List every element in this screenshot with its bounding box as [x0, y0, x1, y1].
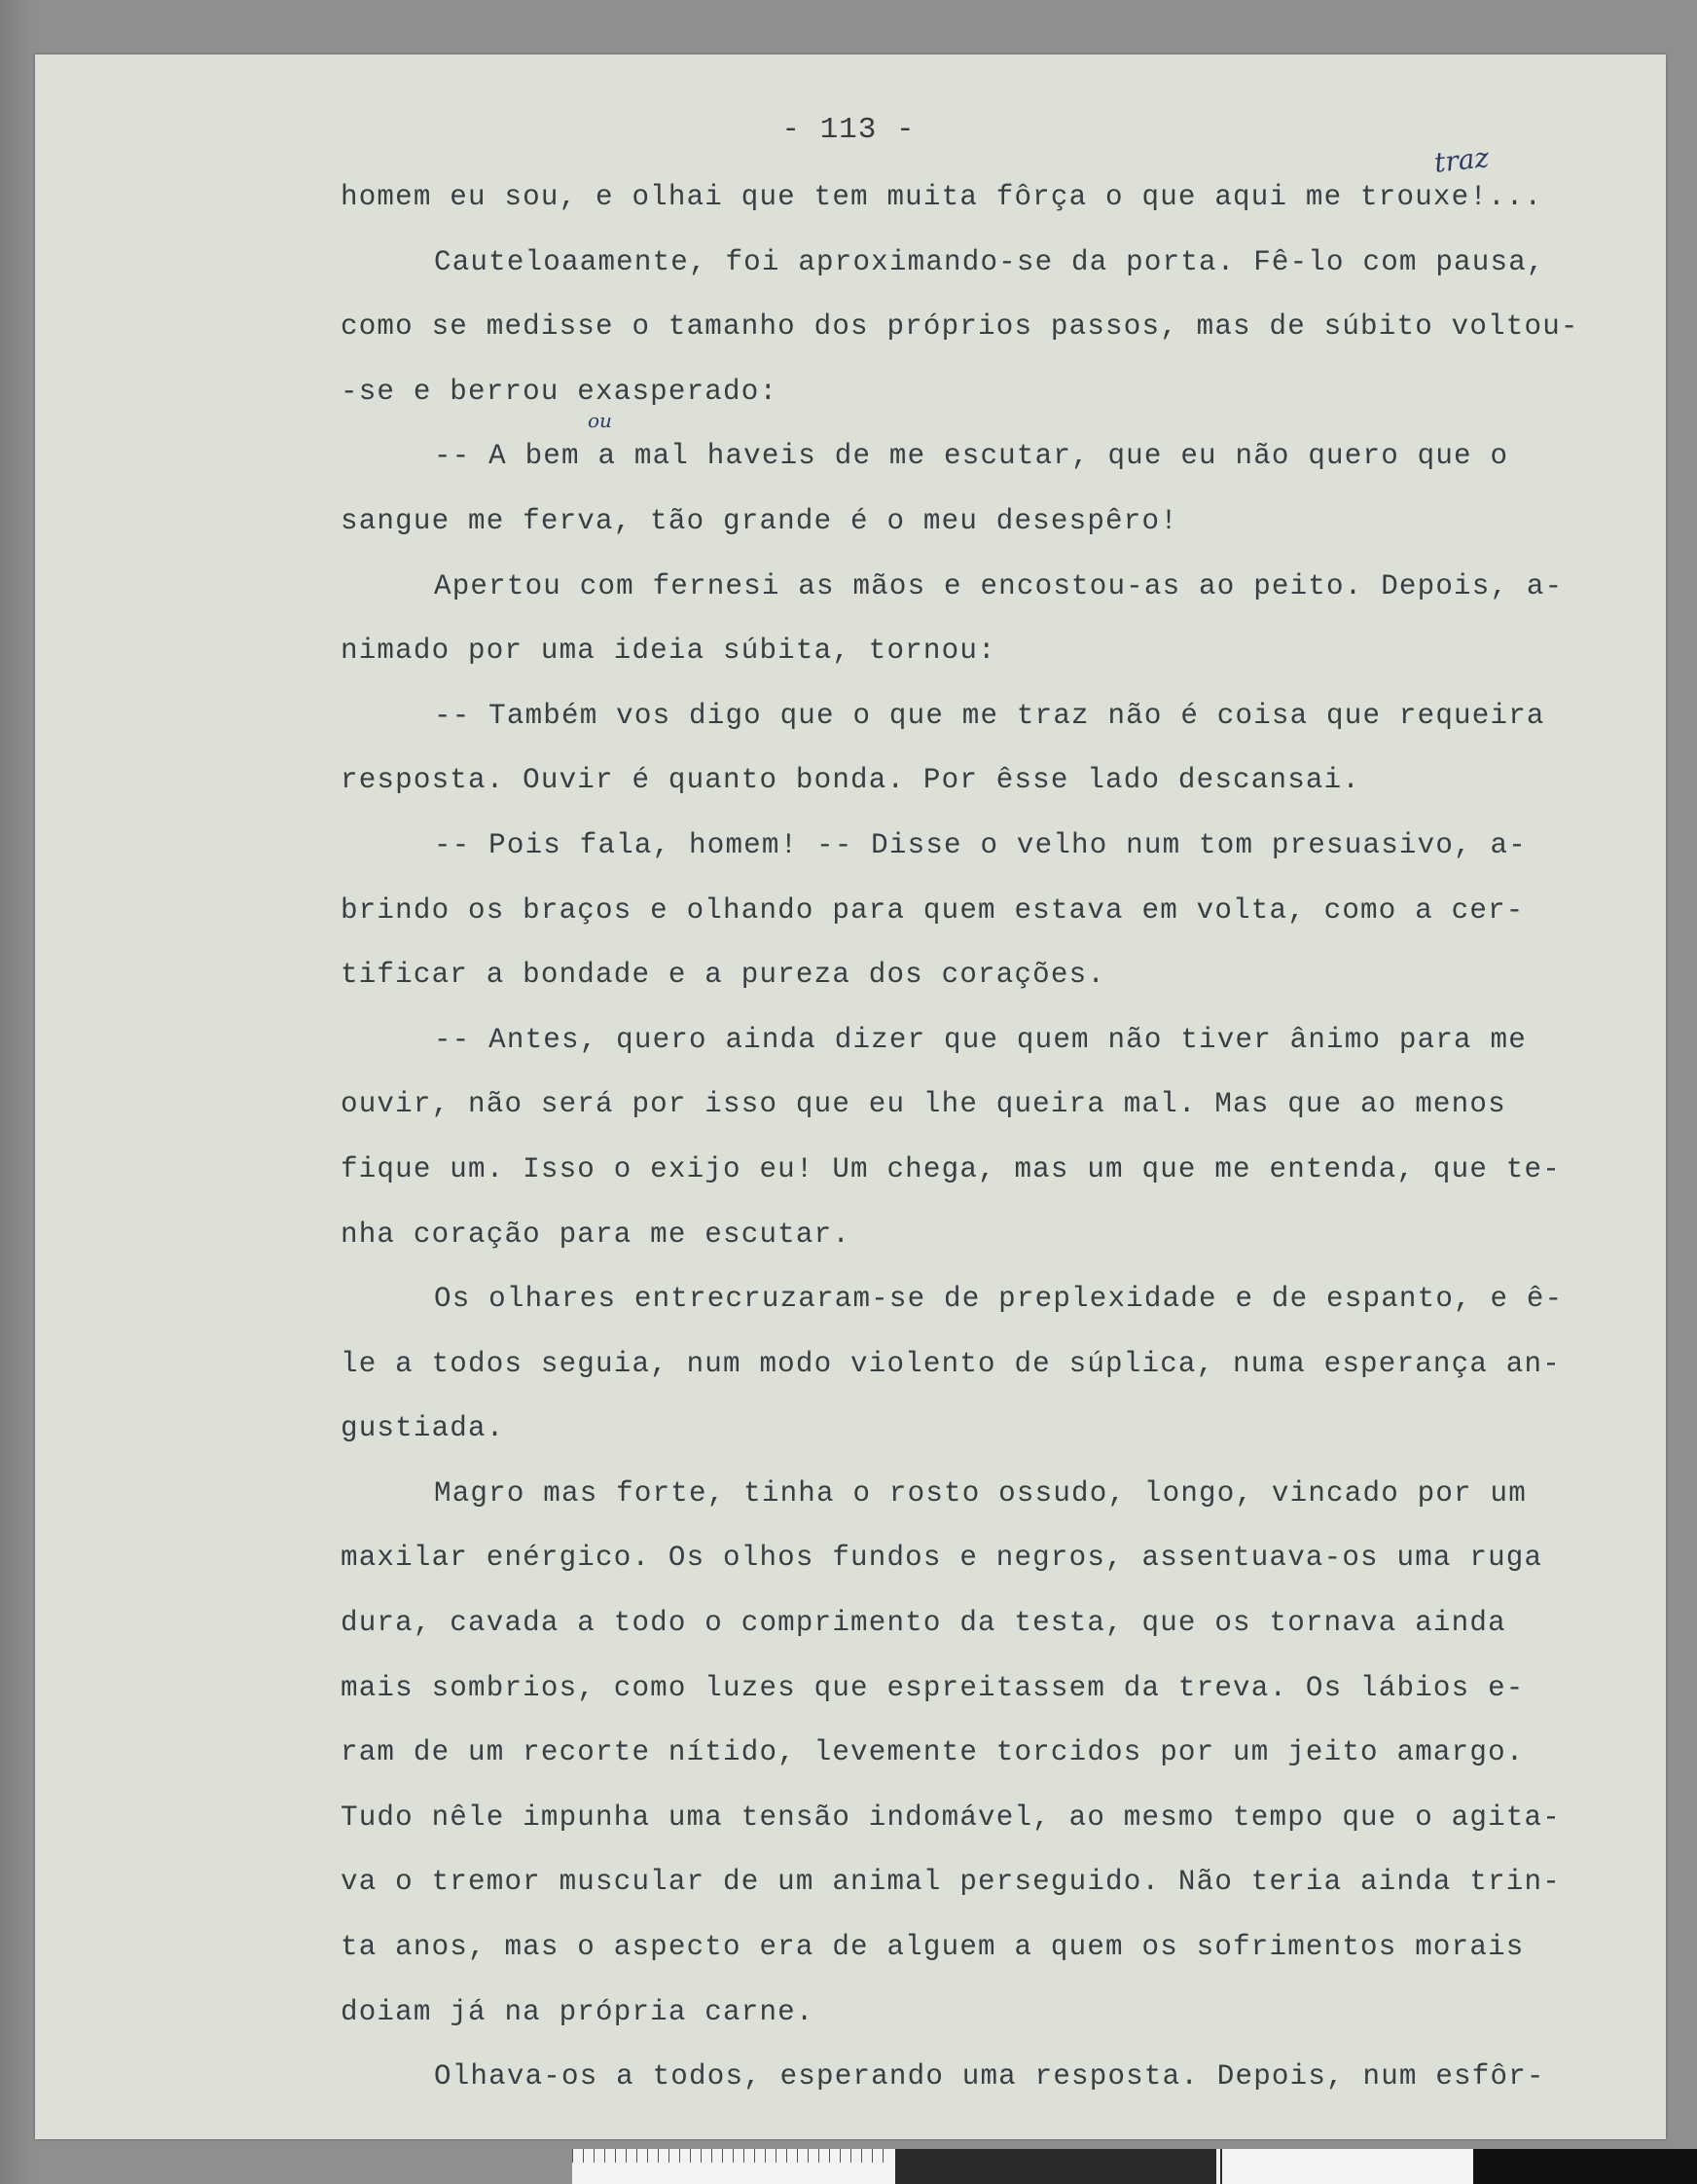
text-line: mais sombrios, como luzes que espreitassem da treva. Os lábios e- — [341, 1671, 1525, 1704]
text-line: nimado por uma ideia súbita, tornou: — [341, 635, 996, 668]
text-line: Cauteloaamente, foi aproximando-se da porta. Fê-lo com pausa, — [434, 245, 1545, 278]
text-line: ouvir, não será por isso que eu lhe queira mal. Mas que ao menos — [341, 1088, 1506, 1121]
scan-color-ruler — [572, 2149, 1697, 2184]
text-line: -- A bem a mal haveis de me escutar, que eu não quero que o — [434, 440, 1509, 473]
text-line: tificar a bondade e a pureza dos corações. — [341, 959, 1106, 992]
text-line: -- Pois fala, homem! -- Disse o velho num tom presuasivo, a- — [434, 828, 1527, 861]
text-line: maxilar enérgico. Os olhos fundos e negros, assentuava-os uma ruga — [341, 1542, 1543, 1575]
text-line: doiam já na própria carne. — [341, 1995, 814, 2028]
text-line: brindo os braços e olhando para quem estava em volta, como a cer- — [341, 893, 1525, 927]
page-number: - 113 - — [781, 113, 916, 147]
text-line: nha coração para me escutar. — [341, 1218, 851, 1251]
text-line: Olhava-os a todos, esperando uma resposta. Depois, num esfôr- — [434, 2060, 1545, 2093]
text-line: -- Antes, quero ainda dizer que quem não tiver ânimo para me — [434, 1023, 1527, 1056]
text-line: Magro mas forte, tinha o rosto ossudo, longo, vincado por um — [434, 1476, 1527, 1510]
text-line: ram de um recorte nítido, levemente torcidos por um jeito amargo. — [341, 1736, 1525, 1769]
ruler-light-block — [1222, 2149, 1473, 2184]
handwritten-correction-traz: traz — [1432, 141, 1491, 179]
text-line: Tudo nêle impunha uma tensão indomável, ao mesmo tempo que o agita- — [341, 1801, 1561, 1834]
ruler-dark-block — [895, 2149, 1216, 2184]
handwritten-correction-ou: ou — [588, 409, 612, 432]
text-line: homem eu sou, e olhai que tem muita fôrça o que aqui me trouxe!... — [341, 181, 1543, 213]
text-line: Os olhares entrecruzaram-se de preplexidade e de espanto, e ê- — [434, 1283, 1564, 1316]
text-line: ta anos, mas o aspecto era de alguem a quem os sofrimentos morais — [341, 1931, 1525, 1964]
ruler-black-block — [1473, 2149, 1697, 2184]
text-line: le a todos seguia, num modo violento de súplica, numa esperança an- — [341, 1347, 1561, 1380]
scan-background-edge — [0, 0, 35, 2184]
text-line: -- Também vos digo que o que me traz não é coisa que requeira — [434, 699, 1545, 732]
text-line: dura, cavada a todo o comprimento da testa, que os tornava ainda — [341, 1607, 1506, 1640]
ruler-ticks — [572, 2149, 893, 2163]
text-line: fique um. Isso o exijo eu! Um chega, mas um que me entenda, que te- — [341, 1152, 1561, 1185]
text-line: va o tremor muscular de um animal perseguido. Não teria ainda trin- — [341, 1866, 1561, 1899]
typescript-body — [341, 165, 1644, 2110]
text-line: Apertou com fernesi as mãos e encostou-as ao peito. Depois, a- — [434, 569, 1564, 602]
text-line: resposta. Ouvir é quanto bonda. Por êsse lado descansai. — [341, 764, 1361, 797]
text-line: -se e berrou exasperado: — [341, 375, 778, 408]
text-line: sangue me ferva, tão grande é o meu desespêro! — [341, 504, 1178, 537]
text-line: gustiada. — [341, 1412, 505, 1445]
text-line: como se medisse o tamanho dos próprios passos, mas de súbito voltou- — [341, 310, 1579, 344]
